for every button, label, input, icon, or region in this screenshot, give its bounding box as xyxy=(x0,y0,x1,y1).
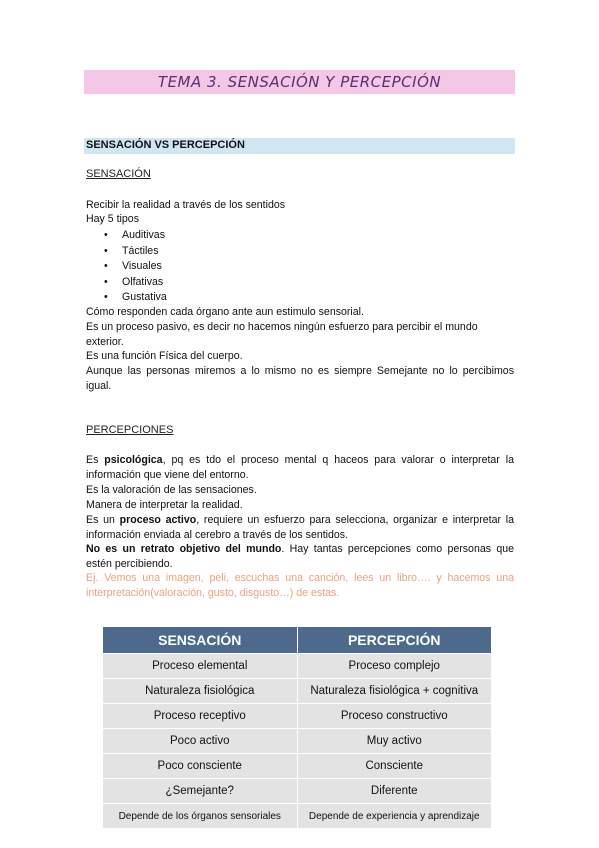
table-cell: Naturaleza fisiológica xyxy=(103,679,297,704)
percepciones-paragraph-3: Manera de interpretar la realidad. xyxy=(86,499,243,511)
column-header: PERCEPCIÓN xyxy=(297,627,491,654)
list-item: • Táctiles xyxy=(86,244,167,260)
section-heading: SENSACIÓN VS PERCEPCIÓN xyxy=(86,139,245,151)
table-row xyxy=(103,804,491,829)
percepciones-subheading: PERCEPCIONES xyxy=(86,424,174,436)
column-header: SENSACIÓN xyxy=(103,627,297,654)
table-cell: Consciente xyxy=(297,754,491,779)
example-paragraph: Ej. Vemos una imagen, peli, escuchas una canción, lees un libro…. y hacemos una interpretación(valoración, gusto, disgusto…) de estas. xyxy=(86,572,514,599)
percepciones-paragraph-2: Es la valoración de las sensaciones. xyxy=(86,484,257,496)
table-cell: Depende de los órganos sensoriales xyxy=(103,804,297,829)
table-row xyxy=(103,729,491,754)
table-cell: Proceso elemental xyxy=(103,654,297,679)
table-header-row xyxy=(103,627,491,654)
percepciones-paragraph-1: Es psicológica, pq es tdo el proceso mental q haceos para valorar o interpretar la información que viene del entorno. xyxy=(86,454,514,481)
table-cell: Poco consciente xyxy=(103,754,297,779)
sense-types-list xyxy=(86,228,167,306)
table-cell: Proceso constructivo xyxy=(297,704,491,729)
table-row xyxy=(103,679,491,704)
sensacion-intro-2: Hay 5 tipos xyxy=(86,213,139,225)
bold-term: proceso activo xyxy=(119,514,197,526)
sensacion-paragraph-1: Cómo responden cada órgano ante aun estimulo sensorial. xyxy=(86,306,364,318)
sensacion-intro-1: Recibir la realidad a través de los sentidos xyxy=(86,199,286,211)
table-cell: Proceso complejo xyxy=(297,654,491,679)
page-title: TEMA 3. SENSACIÓN Y PERCEPCIÓN xyxy=(157,73,442,91)
table-cell: Diferente xyxy=(297,779,491,804)
table-row xyxy=(103,704,491,729)
table-cell: Muy activo xyxy=(297,729,491,754)
sensacion-paragraph-2: Es un proceso pasivo, es decir no hacemos ningún esfuerzo para percibir el mundo exterior. xyxy=(86,321,478,348)
table-cell: Depende de experiencia y aprendizaje xyxy=(297,804,491,829)
table-cell: ¿Semejante? xyxy=(103,779,297,804)
table-cell: Poco activo xyxy=(103,729,297,754)
table-row xyxy=(103,754,491,779)
percepciones-paragraph-4: Es un proceso activo, requiere un esfuerzo para selecciona, organizar e interpretar la información enviada al cerebro a través de los sentidos. xyxy=(86,514,514,541)
sensacion-subheading: SENSACIÓN xyxy=(86,168,151,180)
list-item: • Gustativa xyxy=(86,290,167,306)
list-item: • Olfativas xyxy=(86,275,167,291)
table-cell: Proceso receptivo xyxy=(103,704,297,729)
section-heading-bar xyxy=(84,138,515,154)
bold-term: psicológica xyxy=(104,454,163,466)
comparison-table xyxy=(103,627,491,828)
sensacion-paragraph-4: Aunque las personas miremos a lo mismo no es siempre Semejante no lo percibimos igual. xyxy=(86,365,514,392)
percepciones-paragraph-5: No es un retrato objetivo del mundo. Hay tantas percepciones como personas que estén percibiendo. xyxy=(86,543,514,570)
sensacion-paragraph-3: Es una función Física del cuerpo. xyxy=(86,350,243,362)
list-item: • Auditivas xyxy=(86,228,167,244)
table-cell: Naturaleza fisiológica + cognitiva xyxy=(297,679,491,704)
list-item: • Visuales xyxy=(86,259,167,275)
bold-term: No es un retrato objetivo del mundo xyxy=(86,543,282,555)
table-row xyxy=(103,654,491,679)
title-banner xyxy=(84,70,515,94)
table-row xyxy=(103,779,491,804)
